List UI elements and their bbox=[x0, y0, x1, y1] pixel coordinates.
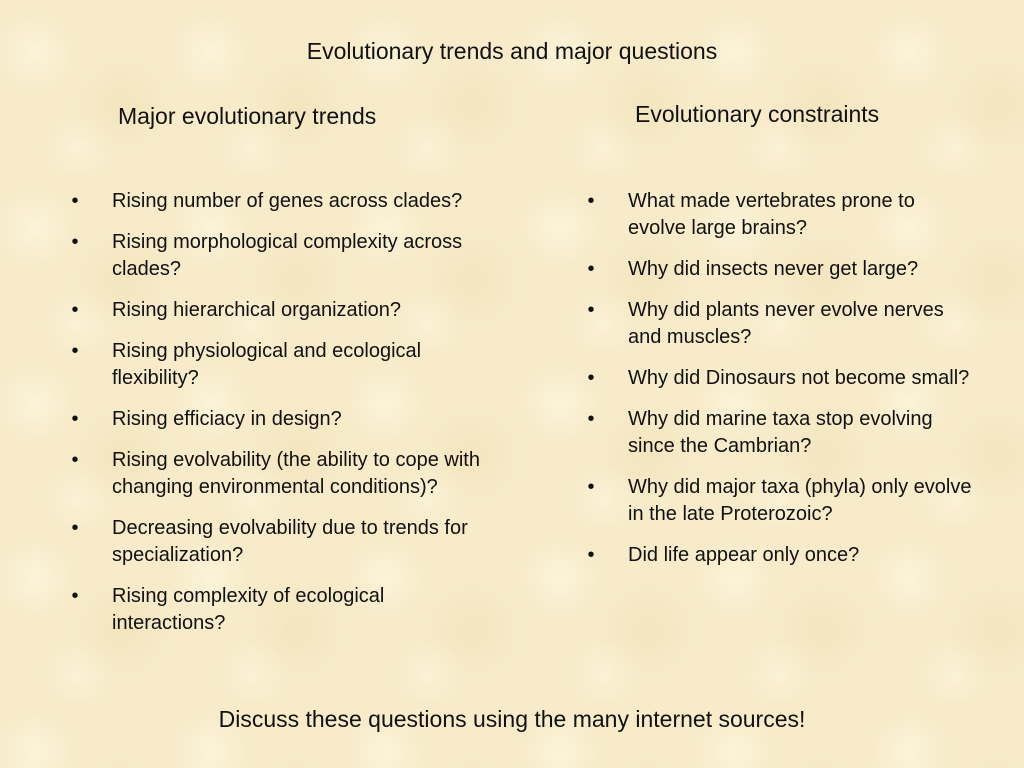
bullet: • bbox=[71, 449, 79, 471]
bullet: • bbox=[71, 517, 79, 539]
list-item-text: Rising complexity of ecological interactions? bbox=[112, 585, 385, 634]
list-item bbox=[584, 256, 974, 283]
list-item-text: Why did plants never evolve nerves and muscles? bbox=[628, 299, 944, 348]
list-item bbox=[584, 365, 974, 392]
bullet: • bbox=[71, 231, 79, 253]
left-column-heading: Major evolutionary trends bbox=[118, 103, 377, 129]
bullet: • bbox=[71, 408, 79, 430]
list-item-text: Rising morphological complexity across clades? bbox=[112, 231, 463, 280]
bullet: • bbox=[587, 544, 595, 566]
list-item bbox=[68, 338, 498, 392]
list-item bbox=[584, 542, 974, 569]
bullet: • bbox=[71, 190, 79, 212]
bullet: • bbox=[587, 299, 595, 321]
list-item bbox=[584, 406, 974, 460]
bullet: • bbox=[587, 190, 595, 212]
bullet: • bbox=[587, 258, 595, 280]
bullet: • bbox=[587, 408, 595, 430]
trends-list bbox=[68, 188, 498, 651]
list-item-text: Rising evolvability (the ability to cope with changing environmental conditions)? bbox=[112, 449, 480, 498]
list-item-text: Rising number of genes across clades? bbox=[112, 190, 463, 212]
list-item bbox=[68, 188, 498, 215]
list-item bbox=[584, 188, 974, 242]
list-item bbox=[68, 515, 498, 569]
list-item-text: Did life appear only once? bbox=[628, 544, 860, 566]
footer-text: Discuss these questions using the many internet sources! bbox=[218, 706, 806, 732]
list-item-text: Why did Dinosaurs not become small? bbox=[628, 367, 970, 389]
list-item-text: Why did insects never get large? bbox=[628, 258, 919, 280]
list-item-text: Why did major taxa (phyla) only evolve in the late Proterozoic? bbox=[628, 476, 972, 525]
list-item-text: Rising physiological and ecological flexibility? bbox=[112, 340, 422, 389]
list-item-text: Decreasing evolvability due to trends for specialization? bbox=[112, 517, 468, 566]
slide-title: Evolutionary trends and major questions bbox=[306, 38, 718, 64]
bullet: • bbox=[71, 340, 79, 362]
list-item bbox=[68, 583, 498, 637]
constraints-list bbox=[584, 188, 974, 583]
list-item bbox=[68, 447, 498, 501]
list-item-text: Rising efficiacy in design? bbox=[112, 408, 342, 430]
bullet: • bbox=[587, 476, 595, 498]
list-item bbox=[584, 297, 974, 351]
list-item bbox=[68, 406, 498, 433]
bullet: • bbox=[71, 585, 79, 607]
bullet: • bbox=[71, 299, 79, 321]
list-item bbox=[68, 297, 498, 324]
list-item-text: Rising hierarchical organization? bbox=[112, 299, 402, 321]
list-item-text: Why did marine taxa stop evolving since the Cambrian? bbox=[628, 408, 933, 457]
list-item bbox=[68, 229, 498, 283]
list-item bbox=[584, 474, 974, 528]
right-column-heading: Evolutionary constraints bbox=[635, 101, 880, 127]
bullet: • bbox=[587, 367, 595, 389]
list-item-text: What made vertebrates prone to evolve large brains? bbox=[628, 190, 915, 239]
